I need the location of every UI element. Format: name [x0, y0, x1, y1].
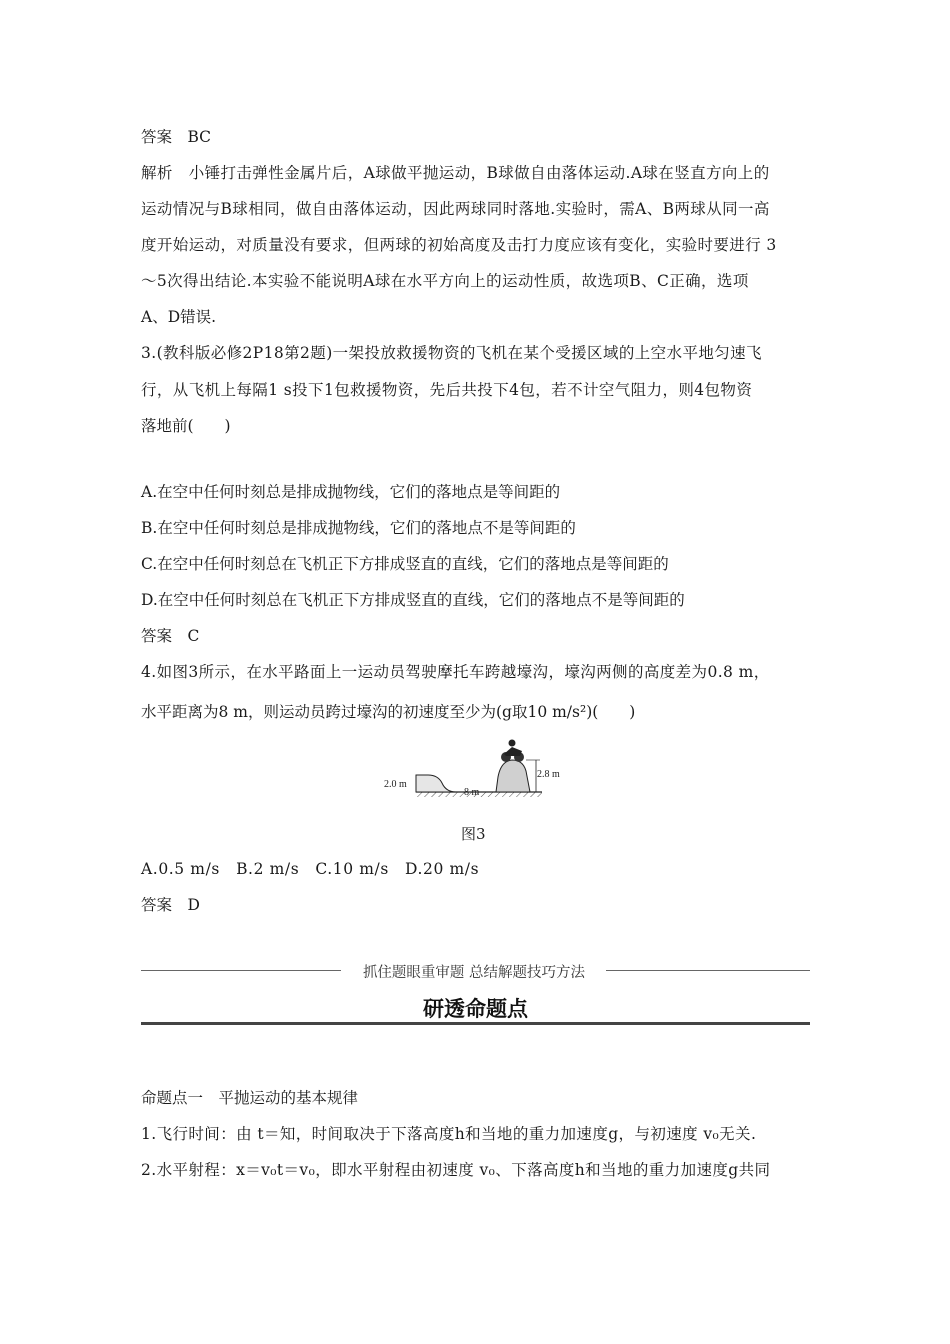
figure-3-ditch-diagram: [380, 735, 570, 803]
left-ramp: [416, 775, 456, 792]
analysis-line-4: ～5次得出结论.本实验不能说明A球在水平方向上的运动性质，故选项B、C正确，选项: [141, 272, 749, 290]
point-1: 1.飞行时间：由 t＝知，时间取决于下落高度h和当地的重力加速度g，与初速度 v₀无关.: [141, 1125, 757, 1143]
banner-rule-left: [141, 970, 341, 971]
answer-4: 答案 D: [141, 896, 200, 914]
question-3-option-b: B.在空中任何时刻总是排成抛物线，它们的落地点不是等间距的: [141, 519, 576, 537]
question-4-options: A.0.5 m/s B.2 m/s C.10 m/s D.20 m/s: [141, 860, 480, 878]
answer-1: 答案 BC: [141, 128, 212, 146]
question-3-line-3: 落地前( ): [141, 417, 231, 435]
analysis-line-1: 解析 小锤打击弹性金属片后，A球做平抛运动，B球做自由落体运动.A球在竖直方向上的: [141, 164, 770, 182]
question-3-line-2: 行，从飞机上每隔1 s投下1包救援物资，先后共投下4包，若不计空气阻力，则4包物资: [141, 381, 753, 399]
section-title: 研透命题点: [423, 997, 528, 1021]
label-left-height: 2.0 m: [384, 779, 407, 790]
analysis-line-2: 运动情况与B球相同，做自由落体运动，因此两球同时落地.实验时，需A、B两球从同一高: [141, 200, 770, 218]
question-3-line-1: 3.(教科版必修2P18第2题)一架投放救援物资的飞机在某个受援区域的上空水平地匀速飞: [141, 344, 762, 362]
answer-3: 答案 C: [141, 627, 200, 645]
question-3-option-d: D.在空中任何时刻总在飞机正下方排成竖直的直线，它们的落地点不是等间距的: [141, 591, 685, 609]
point-2: 2.水平射程：x＝v₀t＝v₀，即水平射程由初速度 v₀、下落高度h和当地的重力加速度g共同: [141, 1161, 771, 1179]
section-banner: 抓住题眼重审题 总结解题技巧方法: [362, 965, 586, 981]
point-heading: 命题点一 平抛运动的基本规律: [141, 1089, 359, 1107]
question-3-option-a: A.在空中任何时刻总是排成抛物线，它们的落地点是等间距的: [141, 483, 561, 501]
analysis-line-3: 度开始运动，对质量没有要求，但两球的初始高度及击打力度应该有变化，实验时要进行 3: [141, 236, 777, 254]
label-right-height: 2.8 m: [537, 769, 560, 780]
question-3-option-c: C.在空中任何时刻总在飞机正下方排成竖直的直线，它们的落地点是等间距的: [141, 555, 669, 573]
label-distance: 8 m: [464, 787, 480, 798]
motorcycle-icon: [504, 747, 522, 756]
banner-rule-right: [606, 970, 810, 971]
rider-icon: [509, 740, 516, 747]
figure-caption: 图3: [461, 825, 486, 843]
question-4-line-2: 水平距离为8 m，则运动员跨过壕沟的初速度至少为(g取10 m/s²)( ): [141, 703, 636, 721]
section-rule: [141, 1022, 810, 1025]
right-mound: [496, 760, 530, 792]
question-4-line-1: 4.如图3所示，在水平路面上一运动员驾驶摩托车跨越壕沟，壕沟两侧的高度差为0.8 m，: [141, 663, 770, 681]
analysis-line-5: A、D错误.: [141, 308, 217, 326]
